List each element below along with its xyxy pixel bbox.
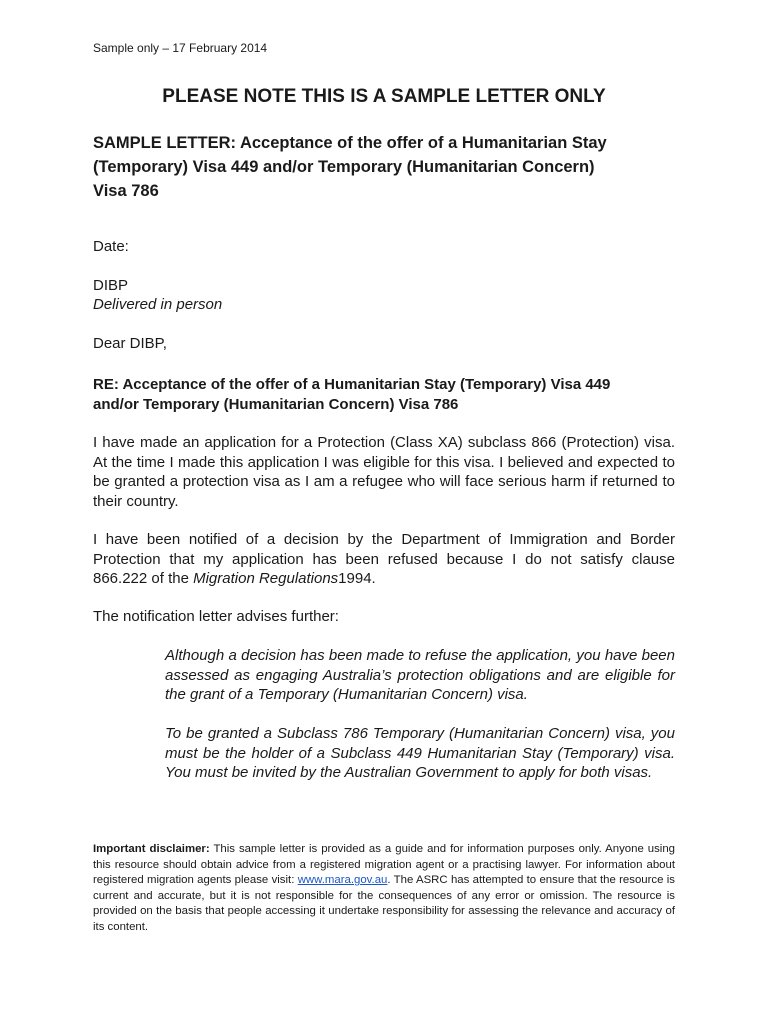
paragraph-notification: The notification letter advises further: <box>93 608 339 625</box>
re-line-1: RE: Acceptance of the offer of a Humanitarian Stay (Temporary) Visa 449 <box>93 376 611 393</box>
recipient: DIBP <box>93 277 129 294</box>
letter-subtitle <box>93 131 683 203</box>
paragraph-decision-text: I have been notified of a decision by the Department of Immigration and Border Protection that my application has been refused because I do not satisfy clause 866.222 of the <box>93 531 675 587</box>
quote-assessment: Although a decision has been made to refuse the application, you have been assessed as engaging Australia’s protection obligations and are eligible for the grant of a Temporary (Humanitarian Concern) visa. <box>165 647 675 703</box>
salutation: Dear DIBP, <box>93 335 167 352</box>
disclaimer-text: This sample letter is provided as a guide and for information purposes only. Anyone using this resource should obtain advice from a registered migration agent or a practising lawyer. For information about registered migration agents please visit: <box>93 843 675 887</box>
paragraph-application: I have made an application for a Protection (Class XA) subclass 866 (Protection) visa. At the time I made this application I was eligible for this visa. I believed and expected to be granted a protection visa as I am a refugee who will face serious harm if returned to their country. <box>93 434 675 510</box>
quote-requirements: To be granted a Subclass 786 Temporary (Humanitarian Concern) visa, you must be the holder of a Subclass 449 Humanitarian Stay (Temporary) visa. You must be invited by the Australian Government to apply for both visas. <box>165 725 675 781</box>
page-title: PLEASE NOTE THIS IS A SAMPLE LETTER ONLY <box>162 86 606 107</box>
subtitle-line-2: (Temporary) Visa 449 and/or Temporary (Humanitarian Concern) <box>93 158 595 176</box>
mara-link[interactable]: www.mara.gov.au <box>297 874 388 887</box>
disclaimer-label: Important disclaimer: <box>93 843 210 855</box>
disclaimer <box>93 842 675 936</box>
date-label: Date: <box>93 238 129 255</box>
re-line-2: and/or Temporary (Humanitarian Concern) Visa 786 <box>93 396 459 413</box>
subtitle-line-1: SAMPLE LETTER: Acceptance of the offer of a Humanitarian Stay <box>93 134 607 152</box>
disclaimer-text-continued: . The ASRC has attempted to ensure that the resource is current and accurate, but it is not responsible for the consequences of any error or omission. The resource is provided on the basis that people accessing it undertake responsibility for assessing the relevance and accuracy of its content. <box>93 874 675 933</box>
delivery-method: Delivered in person <box>93 296 223 313</box>
header-note: Sample only – 17 February 2014 <box>93 41 268 55</box>
migration-regulations: Migration Regulations <box>193 570 339 587</box>
subtitle-line-3: Visa 786 <box>93 182 159 200</box>
paragraph-decision <box>93 530 675 589</box>
paragraph-decision-year: 1994. <box>338 570 376 587</box>
